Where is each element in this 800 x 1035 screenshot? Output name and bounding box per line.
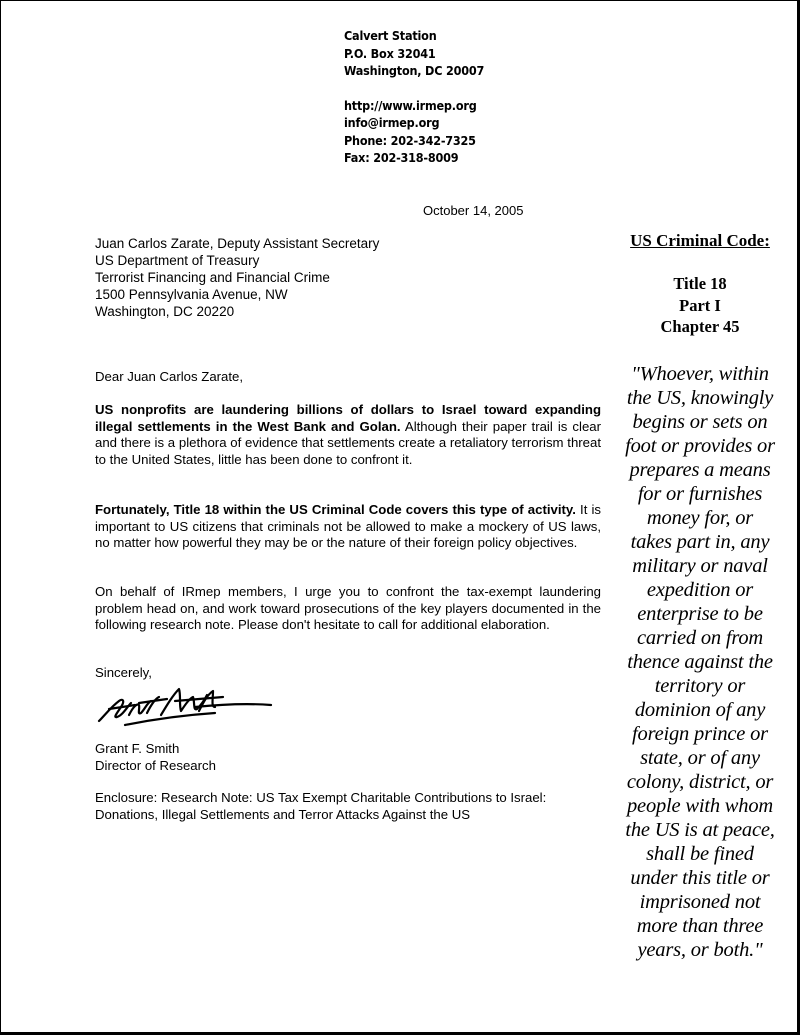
- closing: Sincerely,: [95, 665, 152, 680]
- paragraph-2-bold: Fortunately, Title 18 within the US Criminal Code covers this type of activity.: [95, 502, 576, 517]
- recipient-line: Terrorist Financing and Financial Crime: [95, 270, 330, 285]
- quote-line: foot or provides or: [625, 434, 775, 457]
- sidebar-title: US Criminal Code:: [630, 231, 770, 250]
- letterhead-address-line: Washington, DC 20007: [344, 63, 485, 78]
- quote-line: enterprise to be: [637, 602, 763, 625]
- signer-block: [95, 741, 601, 774]
- quote-line: for or furnishes: [637, 482, 763, 505]
- quote-line: money for, or: [646, 506, 754, 529]
- quote-line: begins or sets on: [632, 410, 768, 433]
- quote-line: prepares a means: [629, 458, 771, 481]
- sidebar-citation-line: Part I: [679, 295, 721, 315]
- recipient-line: Washington, DC 20220: [95, 304, 235, 319]
- letterhead-address-line: P.O. Box 32041: [344, 45, 436, 61]
- sidebar-citation-line: Chapter 45: [660, 317, 740, 336]
- letter-date: October 14, 2005: [423, 203, 524, 218]
- recipient-line: Juan Carlos Zarate, Deputy Assistant Secretary: [95, 236, 380, 251]
- sidebar-quote: [607, 362, 793, 962]
- quote-line: people with whom: [627, 794, 773, 817]
- signature-icon: [95, 685, 275, 731]
- quote-line: territory or: [654, 674, 746, 697]
- quote-line: carried on from: [636, 626, 764, 649]
- paragraph-2-text: It is important to US citizens that criminals not be allowed to make a mockery of US laws, no matter how powerful they may be or the nature of their foreign policy objectives.: [95, 502, 601, 550]
- criminal-code-sidebar: [607, 231, 793, 962]
- recipient-line: US Department of Treasury: [95, 253, 260, 268]
- paragraph-1: [95, 402, 601, 468]
- letterhead-address-line: Calvert Station: [344, 28, 437, 43]
- quote-line: more than three: [636, 914, 764, 937]
- quote-line: foreign prince or: [632, 722, 768, 745]
- paragraph-1-bold: US nonprofits are laundering billions of dollars to Israel toward expanding illegal settlements in the West Bank and Golan.: [95, 402, 601, 434]
- signer-title: Director of Research: [95, 757, 216, 773]
- quote-line: dominion of any: [634, 698, 766, 721]
- sidebar-citation: [607, 273, 793, 338]
- sidebar-citation-line: Title 18: [673, 274, 727, 293]
- paragraph-2: [95, 502, 601, 552]
- quote-line: shall be fined: [646, 842, 754, 865]
- recipient-address: [95, 235, 425, 320]
- quote-line: the US is at peace,: [625, 818, 775, 841]
- quote-line: "Whoever, within: [631, 362, 769, 385]
- recipient-line: 1500 Pennsylvania Avenue, NW: [95, 287, 288, 302]
- signer-name: Grant F. Smith: [95, 741, 180, 756]
- paragraph-1-text: Although their paper trail is clear and there is a plethora of evidence that settlements create a retaliatory terrorism threat to the United States, little has been done to confront it.: [95, 418, 601, 467]
- quote-line: state, or of any: [640, 746, 760, 769]
- enclosure-line: Donations, Illegal Settlements and Terror Attacks Against the US: [95, 806, 471, 822]
- quote-line: takes part in, any: [630, 530, 770, 553]
- letterhead: [344, 27, 604, 167]
- quote-line: expedition or: [646, 578, 754, 601]
- greeting: Dear Juan Carlos Zarate,: [95, 369, 244, 384]
- letterhead-fax: Fax: 202-318-8009: [344, 150, 459, 165]
- quote-line: the US, knowingly: [626, 386, 774, 409]
- letterhead-phone: Phone: 202-342-7325: [344, 132, 476, 148]
- enclosure-note: [95, 790, 601, 823]
- enclosure-line: Enclosure: Research Note: US Tax Exempt Charitable Contributions to Israel:: [95, 790, 547, 805]
- quote-line: under this title or: [630, 866, 770, 889]
- paragraph-3: On behalf of IRmep members, I urge you to confront the tax-exempt laundering problem head on, and work toward prosecutions of the key players documented in the following research note. Please don't hesitate to call for additional elaboration.: [95, 584, 601, 632]
- letterhead-email: info@irmep.org: [344, 115, 440, 130]
- quote-line: military or naval: [632, 554, 768, 577]
- quote-line: thence against the: [627, 650, 773, 673]
- quote-line: years, or both.": [637, 938, 763, 961]
- quote-line: colony, district, or: [626, 770, 774, 793]
- letterhead-website: http://www.irmep.org: [344, 97, 477, 113]
- quote-line: imprisoned not: [639, 890, 761, 913]
